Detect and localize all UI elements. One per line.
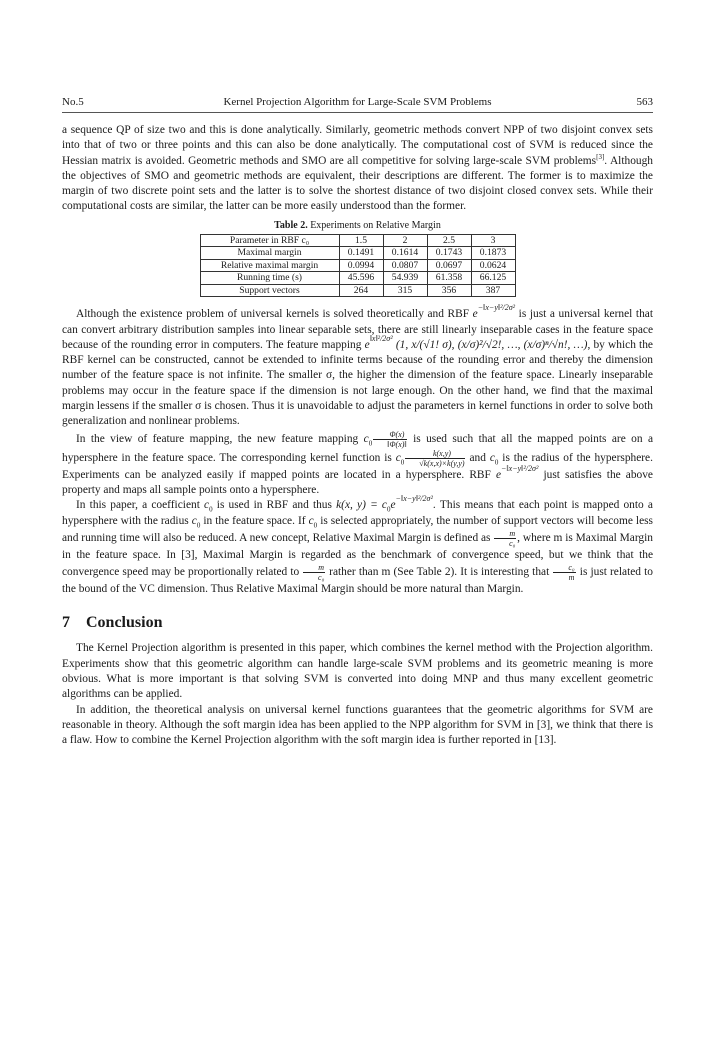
table-cell: 0.1491 [339, 247, 383, 260]
table-row [200, 272, 515, 285]
table-cell: 66.125 [471, 272, 515, 285]
row-label: Support vectors [200, 284, 339, 297]
results-table [200, 234, 516, 298]
section-number: 7 [62, 614, 70, 632]
paragraph-4: In this paper, a coefficient $c_0$ is used in RBF and thus k(x, $y) = c_0e^{-‖x-y‖^2/2\sigma^2}$. This means that each point is mapped onto a hypersphere with the radius $c_0$ in the feature space. If $c_0$ is selected appropriately, the number of support vectors will become less and running time will also be reduced. A new concept, Relative Maximal Margin is defined as $\frac{m}{\text{c₀}}$ , where m is Maximal Margin in the feature space. In [3], Maximal Margin is regarded as the benchmark of convergence speed, but we think that the convergence speed may be proportionally related to $\frac{m}{\text{c₀}}$ rather than m (See Table 2). It is interesting that $\frac{\text{c₀}}{m}$ is just related to the bound of the VC dimension. Thus Relative Maximal Margin should be more natural than Margin. [62, 494, 653, 596]
row-label: Maximal margin [200, 247, 339, 260]
paragraph-3: In the view of feature mapping, the new feature mapping $c_0$ $\frac{\Phi(x)}{‖\Phi(x)‖}$ is used such that all the mapped points are on a hypersphere in the feature space. The corresponding kernel function is $c_0$ $\frac{k(x,y)}{√k(x,x)\times k(y,y)}$ and $c_0$ is the radius of the hypersphere. Experiments can be analyzed easily if mapped points are located in a hypersphere. RBF $e^{-‖x-y‖^2/2\sigma^2}$ just satisfies the above property and maps all sample points onto a hypersphere. [62, 429, 653, 496]
table-row [200, 247, 515, 260]
table-cell: 0.1873 [471, 247, 515, 260]
table-cell: 0.1614 [383, 247, 427, 260]
table-cell: 3 [471, 234, 515, 247]
page-number: 563 [636, 96, 653, 108]
section-heading [62, 613, 653, 633]
table-row [200, 284, 515, 297]
paragraph-6: In addition, the theoretical analysis on universal kernel functions guarantees that the geometric algorithms for SVM are reasonable in theory. Although the soft margin idea has been applied to the NPP algorithm for SVM in [3], we think that there is a flaw. How to combine the Kernel Projection algorithm with the soft margin idea is further reported in [13]. [62, 703, 653, 747]
table-cell: 0.0807 [383, 259, 427, 272]
running-header [62, 96, 653, 113]
paragraph-2: Although the existence problem of universal kernels is solved theoretically and RBF $e^{-‖x-y‖^2/2\sigma^2}$ is just a universal kernel that can convert arbitrary distribution samples into linear separable sets, there are still linearly inseparable cases in the feature space because of the rounding error in computers. The feature mapping $e^{‖x‖^2/2\sigma^2}$ (1, x/(√1! σ), (x/σ)²/√2!, …, (x/σ)ⁿ/√n!, …), by which the RBF kernel can be constructed, cannot be extended to infinite terms because of the rounding error and thereby the dimension number of the feature space is not infinite. The smaller σ, the higher the dimension of the feature space. Linearly inseparable problems may occur in the feature space if the dimension is not large enough. On the other hand, we find that the maximal margin lessens if the smaller σ is chosen. Thus it is unavoidable to adjust the parameters in kernel functions in order to solve both generalization and nonlinear problems. [62, 303, 653, 428]
row-label: Parameter in RBF c₀ [200, 234, 339, 247]
table-cell: 61.358 [427, 272, 471, 285]
row-label: Running time (s) [200, 272, 339, 285]
table-cell: 387 [471, 284, 515, 297]
table-cell: 2 [383, 234, 427, 247]
paragraph-5: The Kernel Projection algorithm is presented in this paper, which combines the kernel method with the Projection algorithm. Experiments show that this geometric algorithm can handle large-scale SVM problems and its geometric meaning is more obvious. What is more important is that solving SVM is converted into doing MNP and thus many excellent geometric algorithms can be applied. [62, 642, 653, 701]
table-caption [62, 219, 653, 232]
table-cell: 1.5 [339, 234, 383, 247]
page-body [62, 123, 653, 749]
row-label: Relative maximal margin [200, 259, 339, 272]
table-cell: 0.0624 [471, 259, 515, 272]
table-title: Experiments on Relative Margin [310, 219, 441, 231]
issue-number: No.5 [62, 96, 84, 108]
table-cell: 356 [427, 284, 471, 297]
table-cell: 2.5 [427, 234, 471, 247]
table-cell: 315 [383, 284, 427, 297]
table-cell: 0.1743 [427, 247, 471, 260]
paragraph-1: a sequence QP of size two and this is done analytically. Similarly, geometric methods convert NPP of two disjoint convex sets into that of two or three points and this can also be done analytically. The computational cost of SVM is reduced since the Hessian matrix is avoided. Geometric methods and SMO are all competitive for solving large-scale SVM problems[3]. Although the objectives of SMO and geometric methods are equivalent, their descriptions are different. The former is to maximize the margin of two discrete point sets and the latter is to solve the shortest distance of two disjoint closed convex sets. While their computational costs are similar, the latter can be more easily understood than the former. [62, 124, 653, 213]
table-row [200, 259, 515, 272]
table-row [200, 234, 515, 247]
section-title: Conclusion [86, 614, 163, 632]
table-cell: 54.939 [383, 272, 427, 285]
running-title: Kernel Projection Algorithm for Large-Scale SVM Problems [223, 96, 492, 108]
table-cell: 0.0697 [427, 259, 471, 272]
table-cell: 0.0994 [339, 259, 383, 272]
table-label: Table 2. [274, 219, 308, 231]
table-cell: 45.596 [339, 272, 383, 285]
table-cell: 264 [339, 284, 383, 297]
